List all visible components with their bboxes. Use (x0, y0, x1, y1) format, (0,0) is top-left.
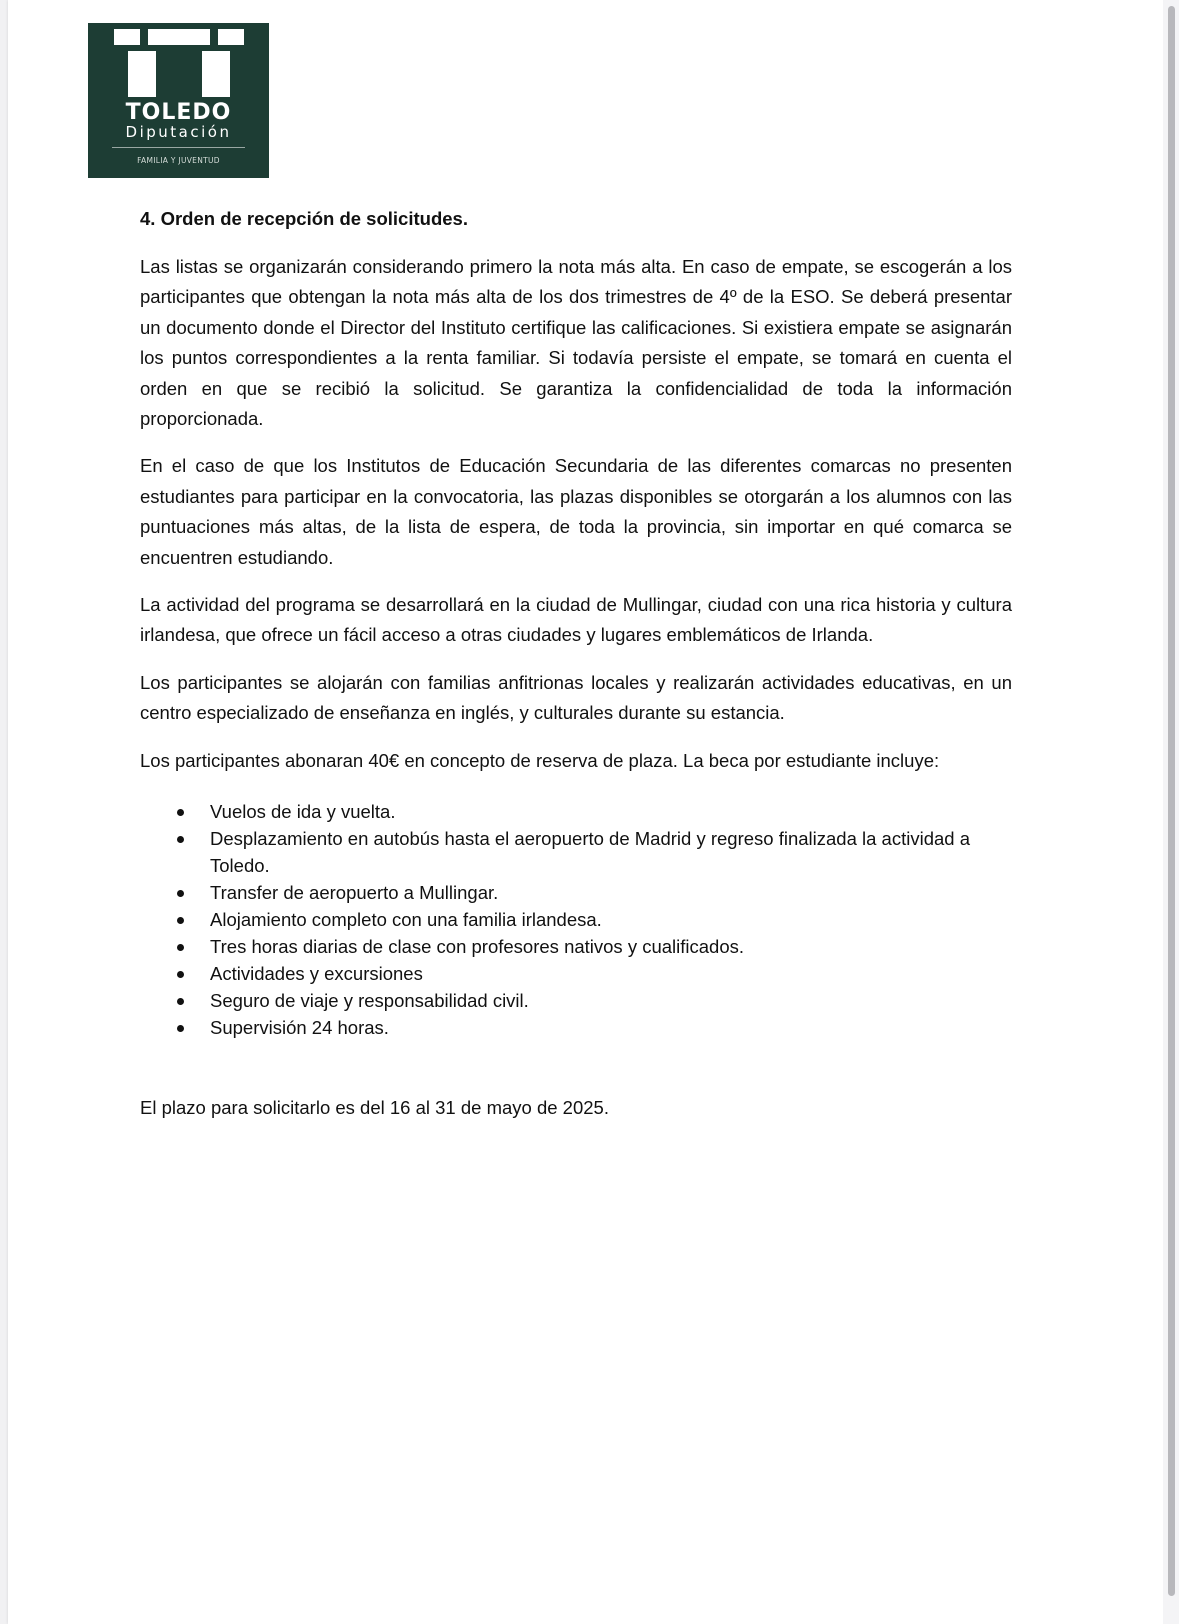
bullet-icon (177, 944, 184, 951)
paragraph-accommodation: Los participantes se alojarán con familias anfitrionas locales y realizarán actividades educativas, en un centro especializado de enseñanza en inglés, y culturales durante su estancia. (140, 671, 1012, 724)
list-item (140, 933, 1012, 960)
logo-subtitle: Diputación (125, 123, 232, 141)
bullet-icon (177, 836, 184, 843)
paragraph-fee: Los participantes abonaran 40€ en concepto de reserva de plaza. La beca por estudiante incluye: (140, 749, 940, 771)
bullet-icon (177, 998, 184, 1005)
list-item (140, 1014, 1012, 1041)
list-item (140, 906, 1012, 933)
list-item-text: Transfer de aeropuerto a Mullingar. (210, 882, 499, 904)
benefits-list (140, 798, 1012, 1041)
list-item-text: Alojamiento completo con una familia irlandesa. (210, 909, 602, 931)
bullet-icon (177, 1025, 184, 1032)
toledo-diputacion-logo (88, 23, 269, 178)
vertical-scrollbar[interactable] (1163, 0, 1179, 1624)
list-item-text: Vuelos de ida y vuelta. (210, 801, 396, 823)
scrollbar-thumb[interactable] (1168, 6, 1175, 1596)
document-body (140, 206, 1012, 1123)
list-item-text: Desplazamiento en autobús hasta el aeropuerto de Madrid y regreso finalizada la actividad a Toledo. (210, 828, 970, 877)
bullet-icon (177, 971, 184, 978)
document-page (8, 0, 1163, 1624)
list-item-text: Supervisión 24 horas. (210, 1017, 389, 1039)
paragraph-location: La actividad del programa se desarrollará en la ciudad de Mullingar, ciudad con una rica historia y cultura irlandesa, que ofrece un fácil acceso a otras ciudades y lugares emblemáticos de Irlanda. (140, 594, 1012, 646)
paragraph-selection-criteria: Las listas se organizarán considerando primero la nota más alta. En caso de empate, se escogerán a los participantes que obtengan la nota más alta de los dos trimestres de 4º de la ESO. Se deberá presentar un documento donde el Director del Instituto certifique las calificaciones. Si existiera empate se asignarán los puntos correspondientes a la renta familiar. Si todavía persiste el empate, se tomará en cuenta el orden en que se recibió la solicitud. Se garantiza la confidencialidad de toda la información proporcionada. (140, 256, 1012, 430)
list-item (140, 825, 1012, 879)
logo-name: TOLEDO (125, 100, 232, 125)
logo-divider (112, 147, 245, 148)
list-item-text: Seguro de viaje y responsabilidad civil. (210, 990, 529, 1012)
paragraph-vacant-places: En el caso de que los Institutos de Educación Secundaria de las diferentes comarcas no presenten estudiantes para participar en la convocatoria, las plazas disponibles se otorgarán a los alumnos con las puntuaciones más altas, de la lista de espera, de toda la provincia, sin importar en qué comarca se encuentren estudiando. (140, 455, 1012, 568)
bullet-icon (177, 809, 184, 816)
list-item (140, 960, 1012, 987)
section-heading: 4. Orden de recepción de solicitudes. (140, 208, 468, 229)
bullet-icon (177, 890, 184, 897)
deadline-text: El plazo para solicitarlo es del 16 al 31 de mayo de 2025. (140, 1097, 609, 1119)
list-item (140, 987, 1012, 1014)
list-item-text: Actividades y excursiones (210, 963, 423, 985)
list-item (140, 798, 1012, 825)
list-item (140, 879, 1012, 906)
toledo-tt-emblem-icon (114, 29, 244, 99)
list-item-text: Tres horas diarias de clase con profesores nativos y cualificados. (210, 936, 745, 958)
bullet-icon (177, 917, 184, 924)
logo-department: FAMILIA Y JUVENTUD (137, 156, 220, 165)
